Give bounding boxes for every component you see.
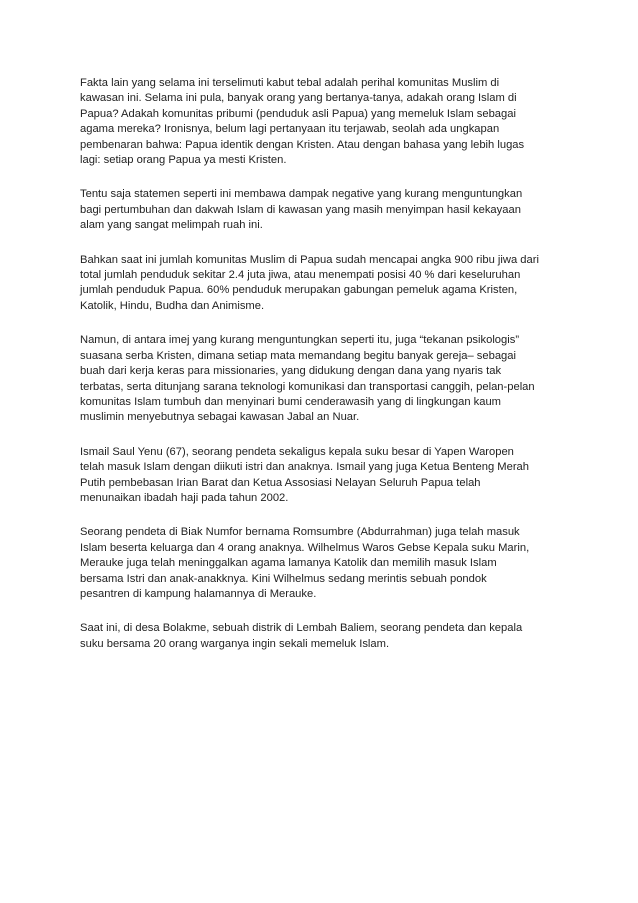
- text-line: total jumlah penduduk sekitar 2.4 juta jiwa, atau menempati posisi 40 % dari keseluruhan: [80, 269, 521, 282]
- text-line: komunitas Islam tumbuh dan menyinari bumi cenderawasih yang di lingkungan kaum: [80, 395, 502, 408]
- text-line: suasana serba Kristen, dimana setiap mata memandang begitu banyak gereja– sebagai: [80, 349, 516, 362]
- text-line: Saat ini, di desa Bolakme, sebuah distrik di Lembah Baliem, seorang pendeta dan kepala: [80, 622, 523, 635]
- text-line: Namun, di antara imej yang kurang menguntungkan seperti itu, juga “tekanan psikologis”: [80, 334, 520, 347]
- text-line: terbatas, serta ditunjang sarana teknologi komunikasi dan transportasi canggih, pelan-pelan: [80, 380, 535, 393]
- text-line: lagi: setiap orang Papua ya mesti Kristen.: [80, 154, 287, 167]
- paragraph: [80, 445, 560, 507]
- paragraph: [80, 621, 560, 652]
- text-line: muslimin menyebutnya sebagai kawasan Jabal an Nuar.: [80, 411, 360, 424]
- text-line: bersama Istri dan anak-anakknya. Kini Wilhelmus sedang merintis sebuah pondok: [80, 572, 487, 585]
- paragraph: [80, 525, 560, 602]
- text-line: Bahkan saat ini jumlah komunitas Muslim di Papua sudah mencapai angka 900 ribu jiwa dari: [80, 253, 539, 266]
- text-line: Putih pembebasan Irian Barat dan Ketua Assosiasi Nelayan Seluruh Papua telah: [80, 476, 481, 489]
- text-line: Seorang pendeta di Biak Numfor bernama Romsumbre (Abdurrahman) juga telah masuk: [80, 526, 520, 539]
- text-line: Ismail Saul Yenu (67), seorang pendeta sekaligus kepala suku besar di Yapen Waropen: [80, 445, 514, 458]
- paragraph: [80, 76, 560, 168]
- text-line: alam yang sangat melimpah ruah ini.: [80, 219, 263, 232]
- text-line: Tentu saja statemen seperti ini membawa dampak negative yang kurang menguntungkan: [80, 188, 523, 201]
- text-line: kawasan ini. Selama ini pula, banyak orang yang bertanya-tanya, adakah orang Islam di: [80, 92, 517, 105]
- paragraph: [80, 333, 560, 425]
- text-line: pembenaran bahwa: Papua identik dengan Kristen. Atau dengan bahasa yang lebih lugas: [80, 138, 525, 151]
- text-line: Fakta lain yang selama ini terselimuti kabut tebal adalah perihal komunitas Muslim di: [80, 77, 500, 89]
- text-line: agama mereka? Ironisnya, belum lagi pertanyaan itu terjawab, seolah ada ungkapan: [80, 123, 500, 136]
- text-line: Papua? Adakah komunitas pribumi (penduduk asli Papua) yang memeluk Islam sebagai: [80, 107, 516, 120]
- text-line: telah masuk Islam dengan diikuti istri dan anaknya. Ismail yang juga Ketua Benteng Merah: [80, 461, 530, 474]
- text-line: pesantren di kampung halamannya di Merauke.: [80, 587, 317, 600]
- text-line: menunaikan ibadah haji pada tahun 2002.: [80, 491, 289, 504]
- text-line: Islam beserta keluarga dan 4 orang anaknya. Wilhelmus Waros Gebse Kepala suku Marin,: [80, 541, 530, 554]
- text-line: Katolik, Hindu, Budha dan Animisme.: [80, 299, 265, 312]
- text-line: bagi pertumbuhan dan dakwah Islam di kawasan yang masih menyimpan hasil kekayaan: [80, 203, 521, 216]
- text-line: buah dari kerja keras para missionaries, yang didukung dengan dana yang nyaris tak: [80, 365, 502, 378]
- paragraph: [80, 253, 560, 315]
- text-line: jumlah penduduk Papua. 60% penduduk merupakan gabungan pemeluk agama Kristen,: [80, 284, 518, 297]
- document-body: [80, 76, 560, 671]
- text-line: suku bersama 20 orang warganya ingin sekali memeluk Islam.: [80, 637, 390, 650]
- paragraph: [80, 187, 560, 233]
- text-line: Merauke juga telah meninggalkan agama lamanya Katolik dan memilih masuk Islam: [80, 557, 497, 570]
